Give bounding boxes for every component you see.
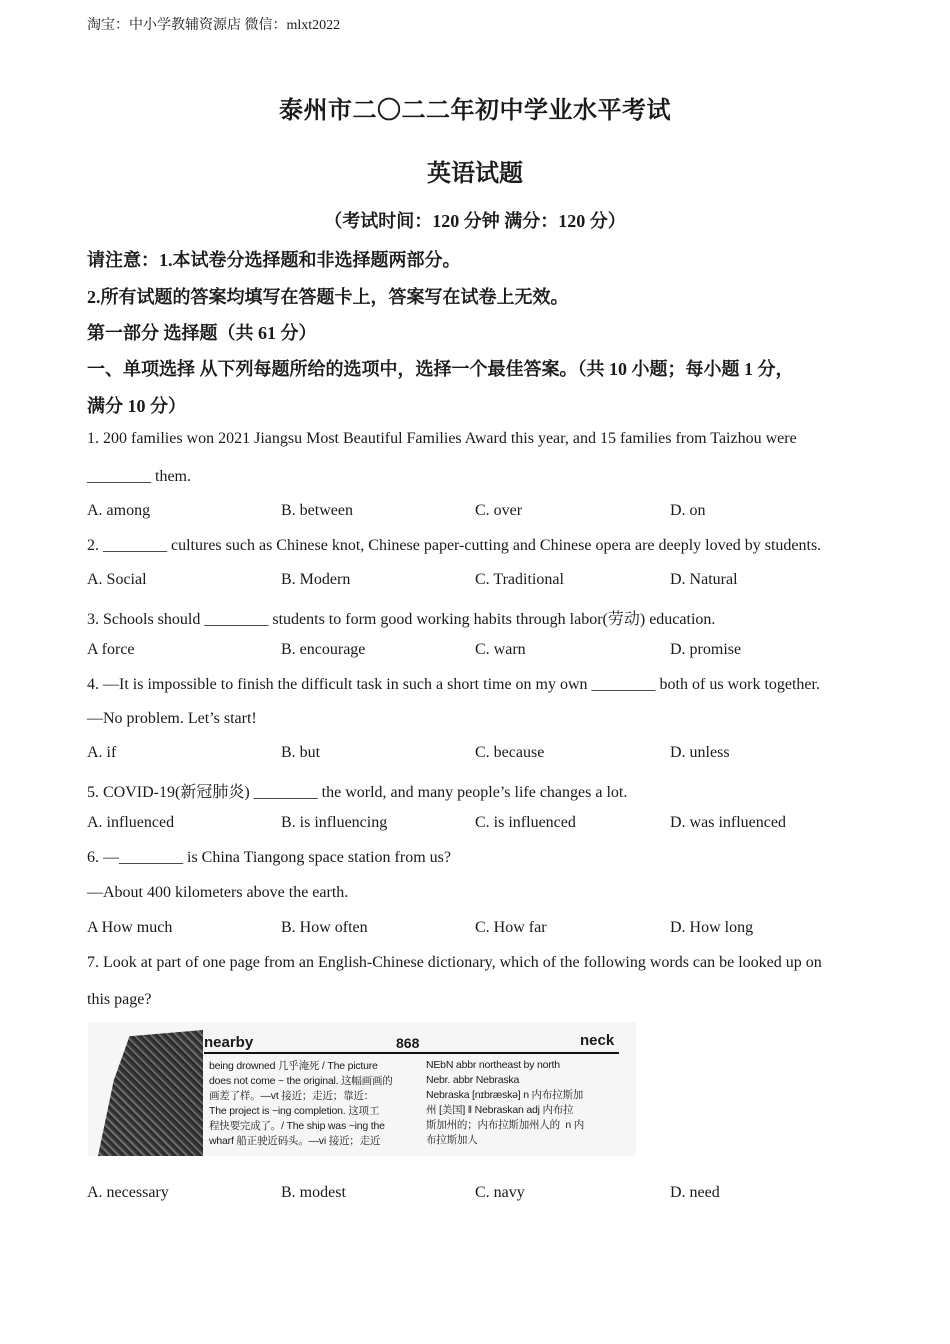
- question-7-stem-cont: this page?: [87, 991, 152, 1008]
- question-7-stem: 7. Look at part of one page from an English-Chinese dictionary, which of the following words can be looked up on: [87, 954, 822, 971]
- question-5-option-b: B. is influencing: [281, 814, 388, 831]
- question-4-stem-cont: —No problem. Let’s start!: [87, 710, 257, 727]
- question-6-stem-cont: —About 400 kilometers above the earth.: [87, 884, 349, 901]
- question-5-option-a: A. influenced: [87, 814, 175, 831]
- dictionary-page-number: 868: [396, 1035, 420, 1051]
- dictionary-left-column: being drowned 几乎淹死 / The picture does not come ~ the original. 这幅画画的 画差了样。—vt 接近；走近；靠近： The project is ~ing completion. 这项工 程快要完成了。/ The ship was ~ing the wharf 船正驶近码头。—vi 接近；走近: [209, 1060, 393, 1147]
- question-2-option-c: C. Traditional: [475, 571, 564, 588]
- question-2-option-d: D. Natural: [670, 571, 738, 588]
- question-3-option-b: B. encourage: [281, 641, 366, 658]
- question-3-option-a: A force: [87, 641, 135, 658]
- section-heading-line2: 满分 10 分）: [87, 396, 186, 416]
- question-1-option-d: D. on: [670, 502, 706, 519]
- part-heading: 第一部分 选择题（共 61 分）: [87, 323, 317, 343]
- dictionary-right-column: NEbN abbr northeast by north Nebr. abbr Nebraska Nebraska [nɪbræskə] n 内布拉斯加 州 [美国] ‖ Nebraskan adj 内布拉 斯加州的；内布拉斯加州人的 n 内 布拉斯加人: [426, 1059, 584, 1146]
- dictionary-page-image: [88, 1022, 636, 1156]
- question-6-option-a: A How much: [87, 919, 173, 936]
- question-2-option-a: A. Social: [87, 571, 147, 588]
- exam-title: 泰州市二〇二二年初中学业水平考试: [279, 98, 671, 124]
- question-3-option-c: C. warn: [475, 641, 526, 658]
- question-3-option-d: D. promise: [670, 641, 742, 658]
- note-2: 2.所有试题的答案均填写在答题卡上，答案写在试卷上无效。: [87, 287, 569, 307]
- question-7-option-d: D. need: [670, 1184, 720, 1201]
- question-6-option-d: D. How long: [670, 919, 754, 936]
- dictionary-guide-word-right: neck: [580, 1032, 615, 1049]
- dictionary-guide-word-left: nearby: [204, 1034, 254, 1051]
- question-1-stem-cont: ________ them.: [87, 468, 191, 485]
- question-1-option-a: A. among: [87, 502, 151, 519]
- question-7-option-a: A. necessary: [87, 1184, 169, 1201]
- header-rule: [204, 1052, 619, 1054]
- question-6-stem: 6. —________ is China Tiangong space station from us?: [87, 849, 451, 866]
- question-3-stem: 3. Schools should ________ students to form good working habits through labor(劳动) education.: [87, 611, 716, 628]
- page-shadow: [98, 1030, 203, 1156]
- question-1-option-c: C. over: [475, 502, 523, 519]
- exam-subtitle: 英语试题: [427, 161, 523, 187]
- question-5-option-c: C. is influenced: [475, 814, 576, 831]
- page-header: 淘宝：中小学教辅资源店 微信：mlxt2022: [87, 18, 341, 33]
- question-7-option-c: C. navy: [475, 1184, 525, 1201]
- question-2-stem: 2. ________ cultures such as Chinese knot, Chinese paper-cutting and Chinese opera are deeply loved by students.: [87, 537, 822, 554]
- question-5-option-d: D. was influenced: [670, 814, 786, 831]
- question-4-stem: 4. —It is impossible to finish the difficult task in such a short time on my own ________ both of us work together.: [87, 676, 820, 693]
- question-1-stem: 1. 200 families won 2021 Jiangsu Most Beautiful Families Award this year, and 15 families from Taizhou were: [87, 430, 797, 447]
- question-4-option-a: A. if: [87, 744, 117, 761]
- question-7-option-b: B. modest: [281, 1184, 346, 1201]
- section-heading-line1: 一、单项选择 从下列每题所给的选项中，选择一个最佳答案。（共 10 小题；每小题 1 分，: [87, 359, 794, 379]
- note-1: 请注意：1.本试卷分选择题和非选择题两部分。: [87, 250, 461, 270]
- question-5-stem: 5. COVID-19(新冠肺炎) ________ the world, and many people’s life changes a lot.: [87, 784, 628, 801]
- question-4-option-b: B. but: [281, 744, 321, 761]
- question-2-option-b: B. Modern: [281, 571, 351, 588]
- exam-info: （考试时间：120 分钟 满分：120 分）: [324, 211, 626, 231]
- question-6-option-c: C. How far: [475, 919, 547, 936]
- question-6-option-b: B. How often: [281, 919, 368, 936]
- question-4-option-d: D. unless: [670, 744, 730, 761]
- question-1-option-b: B. between: [281, 502, 353, 519]
- question-4-option-c: C. because: [475, 744, 545, 761]
